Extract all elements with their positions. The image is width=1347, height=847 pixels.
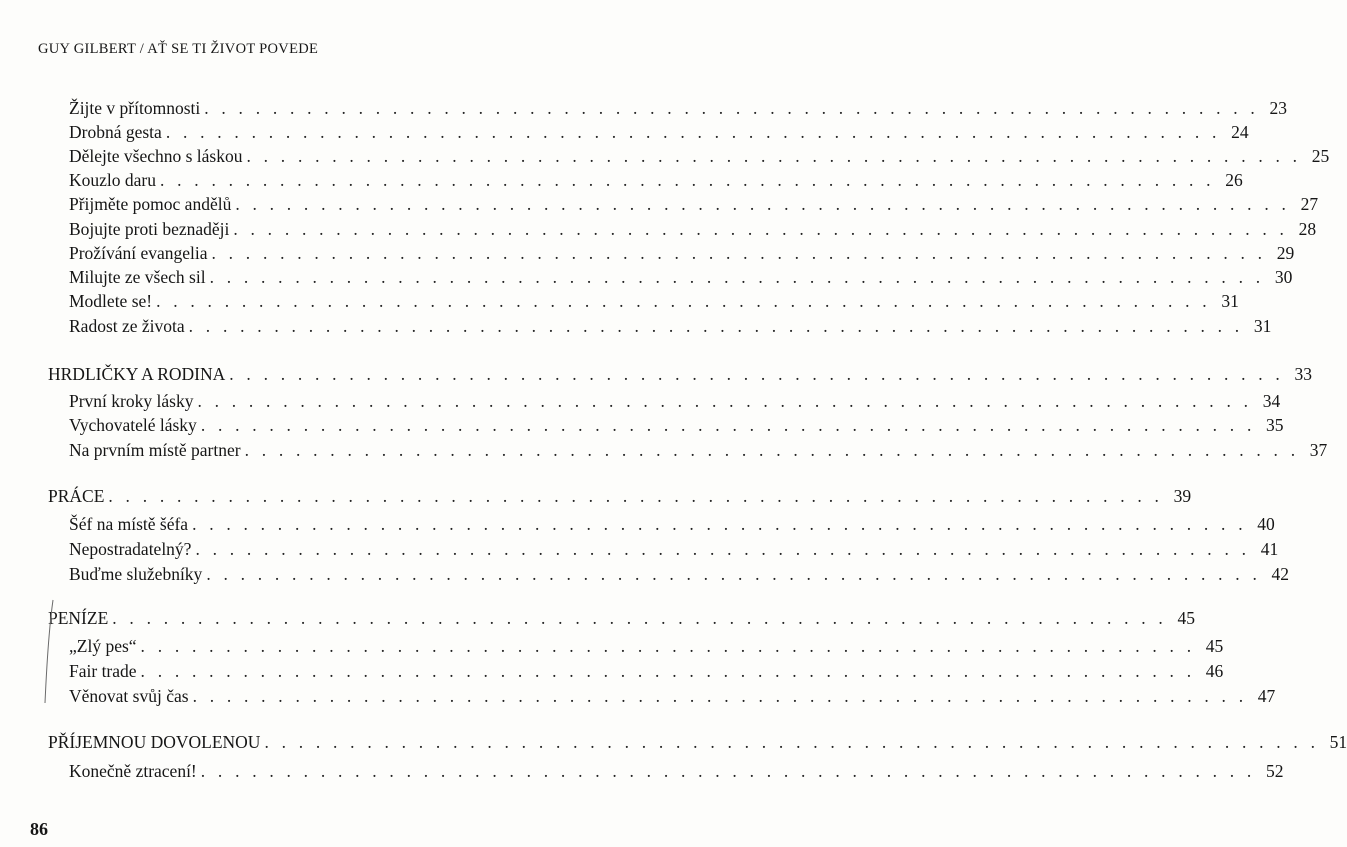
toc-entry-page: 23 [1269, 98, 1287, 118]
toc-entry-page: 41 [1260, 539, 1279, 559]
toc-entry [69, 169, 1243, 191]
toc-entry-page: 31 [1221, 291, 1239, 311]
toc-leader-dots: . . . . . . . . . . . . . . . . . . . . . . . . . . . . . . . . . . . . . . . . . . . . . . . . . . . . . . . . . . . . . . [188, 316, 1244, 336]
toc-entry [69, 563, 1290, 585]
toc-entry-title: První kroky lásky [69, 391, 194, 411]
running-header: GUY GILBERT / AŤ SE TI ŽIVOT POVEDE [38, 41, 319, 57]
toc-entry [69, 439, 1328, 461]
toc-section-title: PŘÍJEMNOU DOVOLENOU [48, 732, 261, 752]
toc-leader-dots: . . . . . . . . . . . . . . . . . . . . . . . . . . . . . . . . . . . . . . . . . . . . . . . . . . . . . . . . . . . . . . [195, 539, 1251, 559]
toc-section-title: PENÍZE [48, 608, 109, 628]
toc-entry-title: Nepostradatelný? [69, 539, 192, 559]
toc-entry-title: Přijměte pomoc andělů [69, 194, 232, 214]
toc-entry-page: 27 [1300, 194, 1319, 214]
toc-section-title: PRÁCE [48, 486, 105, 506]
toc-entry-title: Fair trade [69, 661, 137, 681]
toc-entry [69, 538, 1279, 560]
toc-entry [69, 145, 1330, 167]
toc-entry [69, 290, 1239, 312]
toc-entry-page: 33 [1294, 364, 1313, 384]
toc-entry-page: 51 [1329, 732, 1347, 752]
toc-entry-page: 46 [1205, 661, 1224, 681]
toc-section-heading [48, 731, 1347, 753]
toc-entry [69, 242, 1295, 264]
toc-entry [69, 414, 1284, 436]
toc-entry [69, 121, 1249, 143]
toc-entry-page: 52 [1266, 761, 1284, 781]
toc-leader-dots: . . . . . . . . . . . . . . . . . . . . . . . . . . . . . . . . . . . . . . . . . . . . . . . . . . . . . . . . . . . . . . [192, 686, 1248, 706]
toc-entry [69, 760, 1284, 782]
toc-leader-dots: . . . . . . . . . . . . . . . . . . . . . . . . . . . . . . . . . . . . . . . . . . . . . . . . . . . . . . . . . . . . . . [112, 608, 1168, 628]
toc-leader-dots: . . . . . . . . . . . . . . . . . . . . . . . . . . . . . . . . . . . . . . . . . . . . . . . . . . . . . . . . . . . . . . [229, 364, 1285, 384]
toc-entry-title: Prožívání evangelia [69, 243, 208, 263]
toc-entry-title: Vychovatelé lásky [69, 415, 197, 435]
toc-entry-page: 47 [1257, 686, 1276, 706]
toc-entry-page: 26 [1225, 170, 1243, 190]
toc-leader-dots: . . . . . . . . . . . . . . . . . . . . . . . . . . . . . . . . . . . . . . . . . . . . . . . . . . . . . . . . . . . . . . [211, 243, 1267, 263]
toc-entry-page: 42 [1271, 564, 1290, 584]
toc-leader-dots: . . . . . . . . . . . . . . . . . . . . . . . . . . . . . . . . . . . . . . . . . . . . . . . . . . . . . . . . . . . . . . [233, 219, 1289, 239]
toc-leader-dots: . . . . . . . . . . . . . . . . . . . . . . . . . . . . . . . . . . . . . . . . . . . . . . . . . . . . . . . . . . . . . . [192, 514, 1247, 534]
toc-entry [69, 660, 1224, 682]
toc-entry-page: 34 [1262, 391, 1281, 411]
toc-entry [69, 315, 1272, 337]
toc-leader-dots: . . . . . . . . . . . . . . . . . . . . . . . . . . . . . . . . . . . . . . . . . . . . . . . . . . . . . . . . . . . . . . [108, 486, 1164, 506]
toc-entry-page: 31 [1253, 316, 1272, 336]
toc-entry-title: Žijte v přítomnosti [69, 98, 201, 118]
toc-entry-page: 24 [1231, 122, 1249, 142]
toc-leader-dots: . . . . . . . . . . . . . . . . . . . . . . . . . . . . . . . . . . . . . . . . . . . . . . . . . . . . . . . . . . . . . . [156, 291, 1211, 311]
page-number: 86 [30, 819, 48, 839]
toc-entry-title: Věnovat svůj čas [69, 686, 189, 706]
toc-entry-page: 35 [1266, 415, 1284, 435]
toc-leader-dots: . . . . . . . . . . . . . . . . . . . . . . . . . . . . . . . . . . . . . . . . . . . . . . . . . . . . . . . . . . . . . . [140, 661, 1196, 681]
toc-leader-dots: . . . . . . . . . . . . . . . . . . . . . . . . . . . . . . . . . . . . . . . . . . . . . . . . . . . . . . . . . . . . . . [206, 564, 1262, 584]
toc-leader-dots: . . . . . . . . . . . . . . . . . . . . . . . . . . . . . . . . . . . . . . . . . . . . . . . . . . . . . . . . . . . . . . [235, 194, 1291, 214]
toc-entry-page: 45 [1177, 608, 1196, 628]
toc-entry [69, 635, 1224, 657]
toc-entry-title: „Zlý pes“ [69, 636, 137, 656]
toc-leader-dots: . . . . . . . . . . . . . . . . . . . . . . . . . . . . . . . . . . . . . . . . . . . . . . . . . . . . . . . . . . . . . . [264, 732, 1320, 752]
toc-entry-page: 29 [1276, 243, 1295, 263]
toc-section-heading [48, 363, 1313, 385]
toc-leader-dots: . . . . . . . . . . . . . . . . . . . . . . . . . . . . . . . . . . . . . . . . . . . . . . . . . . . . . . . . . . . . . . [200, 761, 1256, 781]
toc-entry-page: 28 [1298, 219, 1317, 239]
toc-entry [69, 266, 1293, 288]
toc-leader-dots: . . . . . . . . . . . . . . . . . . . . . . . . . . . . . . . . . . . . . . . . . . . . . . . . . . . . . . . . . . . . . . [246, 146, 1302, 166]
toc-leader-dots: . . . . . . . . . . . . . . . . . . . . . . . . . . . . . . . . . . . . . . . . . . . . . . . . . . . . . . . . . . . . . . [160, 170, 1215, 190]
toc-leader-dots: . . . . . . . . . . . . . . . . . . . . . . . . . . . . . . . . . . . . . . . . . . . . . . . . . . . . . . . . . . . . . . [140, 636, 1196, 656]
toc-entry-title: Drobná gesta [69, 122, 162, 142]
toc-entry [69, 218, 1317, 240]
toc-entry-page: 40 [1257, 514, 1275, 534]
toc-entry-page: 45 [1205, 636, 1224, 656]
toc-entry-title: Dělejte všechno s láskou [69, 146, 243, 166]
toc-entry-title: Šéf na místě šéfa [69, 514, 189, 534]
toc-leader-dots: . . . . . . . . . . . . . . . . . . . . . . . . . . . . . . . . . . . . . . . . . . . . . . . . . . . . . . . . . . . . . . [209, 267, 1265, 287]
toc-section-heading [48, 607, 1196, 629]
toc-entry-title: Radost ze života [69, 316, 185, 336]
toc-leader-dots: . . . . . . . . . . . . . . . . . . . . . . . . . . . . . . . . . . . . . . . . . . . . . . . . . . . . . . . . . . . . . . [197, 391, 1253, 411]
toc-entry-page: 25 [1311, 146, 1330, 166]
toc-entry-title: Milujte ze všech sil [69, 267, 206, 287]
toc-leader-dots: . . . . . . . . . . . . . . . . . . . . . . . . . . . . . . . . . . . . . . . . . . . . . . . . . . . . . . . . . . . . . . [204, 98, 1259, 118]
toc-leader-dots: . . . . . . . . . . . . . . . . . . . . . . . . . . . . . . . . . . . . . . . . . . . . . . . . . . . . . . . . . . . . . . [244, 440, 1300, 460]
toc-entry-title: Buďme služebníky [69, 564, 203, 584]
toc-entry-title: Konečně ztracení! [69, 761, 197, 781]
toc-section-title: HRDLIČKY A RODINA [48, 364, 226, 384]
toc-entry-title: Na prvním místě partner [69, 440, 241, 460]
toc-entry-title: Bojujte proti beznaději [69, 219, 230, 239]
toc-leader-dots: . . . . . . . . . . . . . . . . . . . . . . . . . . . . . . . . . . . . . . . . . . . . . . . . . . . . . . . . . . . . . . [165, 122, 1221, 142]
toc-entry-title: Kouzlo daru [69, 170, 156, 190]
toc-entry-page: 37 [1309, 440, 1328, 460]
toc-entry [69, 193, 1319, 215]
toc-entry-page: 39 [1173, 486, 1192, 506]
toc-entry [69, 513, 1275, 535]
toc-entry [69, 390, 1281, 412]
toc-entry [69, 685, 1276, 707]
toc-leader-dots: . . . . . . . . . . . . . . . . . . . . . . . . . . . . . . . . . . . . . . . . . . . . . . . . . . . . . . . . . . . . . . [200, 415, 1256, 435]
toc-entry-title: Modlete se! [69, 291, 153, 311]
toc-section-heading [48, 485, 1192, 507]
toc-entry [69, 97, 1287, 119]
toc-entry-page: 30 [1274, 267, 1293, 287]
pen-stroke-mark [37, 598, 57, 708]
